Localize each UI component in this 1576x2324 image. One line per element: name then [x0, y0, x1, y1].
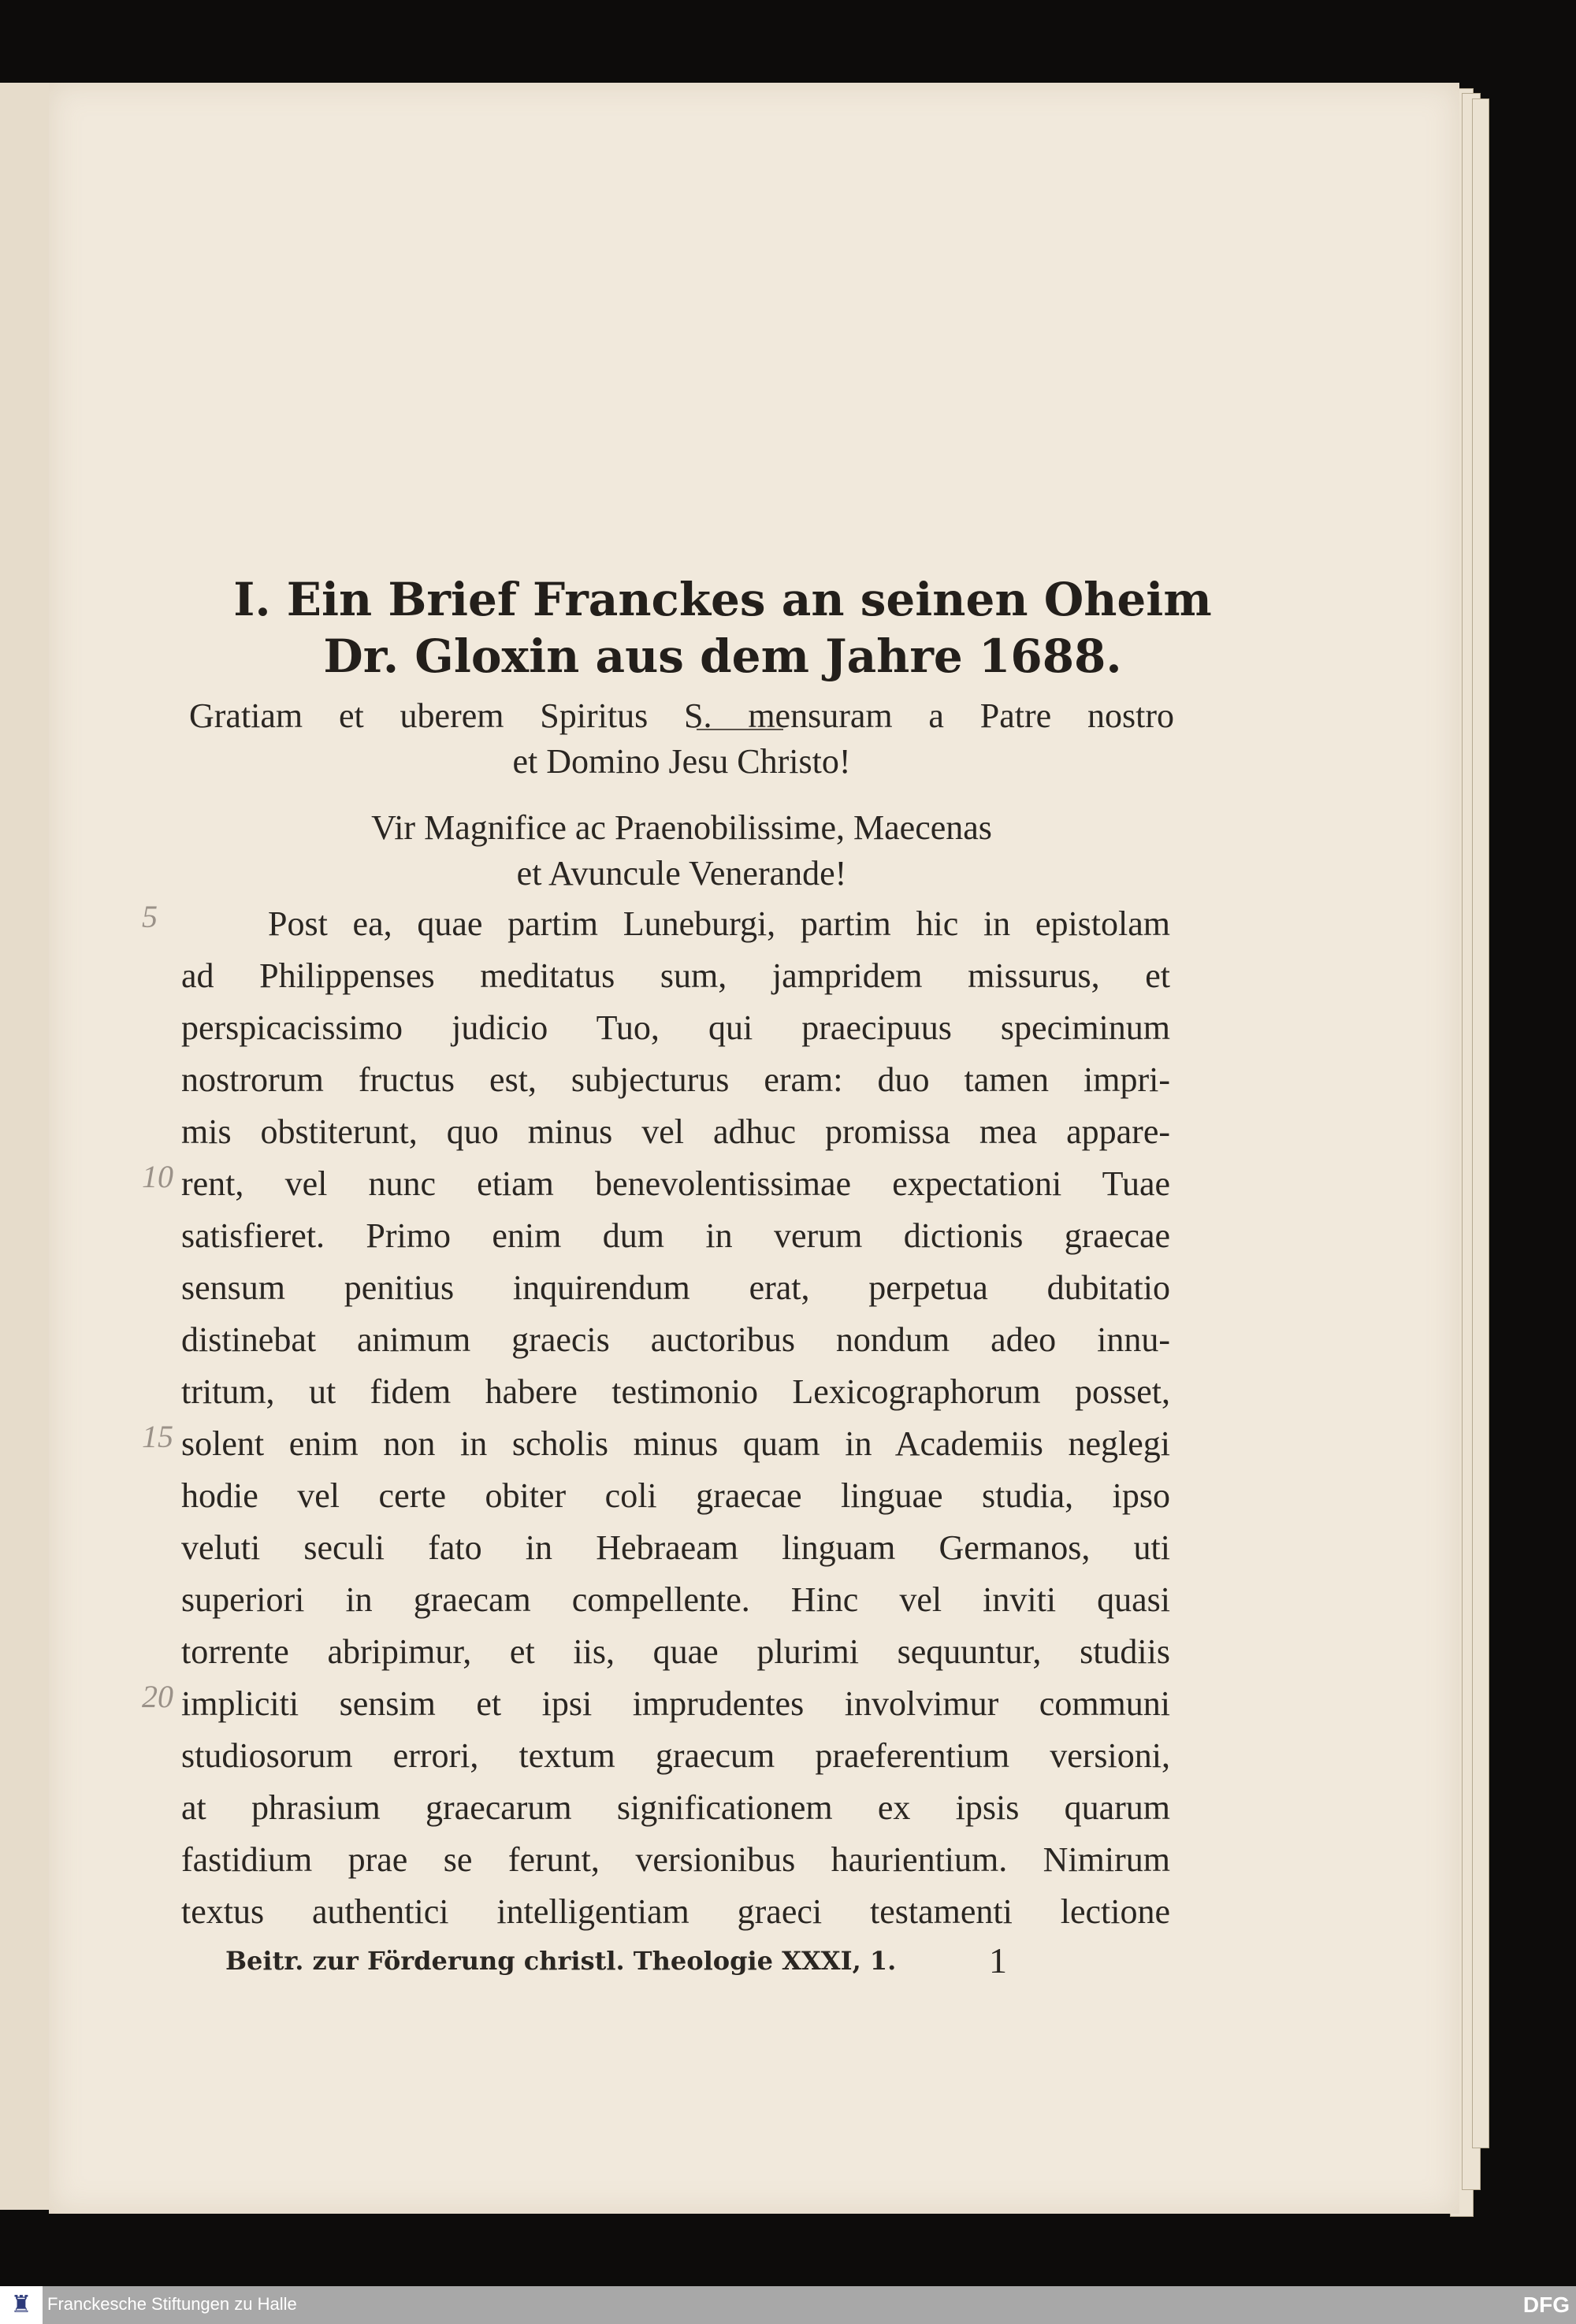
text-line-content: sensum penitius inquirendum erat, perpetua dubitatio — [181, 1268, 1170, 1307]
text-line — [181, 1886, 1170, 1938]
text-line-content: veluti seculi fato in Hebraeam linguam Germanos, uti — [181, 1528, 1170, 1567]
text-line — [181, 950, 1170, 1002]
text-line — [181, 1730, 1170, 1782]
text-line — [181, 1522, 1170, 1574]
letter-body — [181, 898, 1170, 1938]
page-number: 1 — [989, 1940, 1007, 1981]
text-line-content: rent, vel nunc etiam benevolentissimae expectationi Tuae — [181, 1164, 1170, 1203]
text-line-content: torrente abripimur, et iis, quae plurimi sequuntur, studiis — [181, 1632, 1170, 1671]
dfg-logo[interactable]: DFG — [1522, 2292, 1570, 2317]
text-line-content: satisfieret. Primo enim dum in verum dictionis graecae — [181, 1216, 1170, 1255]
text-line — [181, 1418, 1170, 1470]
margin-line-number: 10 — [142, 1159, 173, 1194]
text-line — [181, 1002, 1170, 1054]
text-line-content: perspicacissimo judicio Tuo, qui praecipuus speciminum — [181, 1008, 1170, 1047]
margin-line-number: 20 — [142, 1679, 173, 1714]
salutation-line: Gratiam et uberem Spiritus S. mensuram a Patre nostro — [189, 696, 1174, 735]
text-line-content: studiosorum errori, textum graecum praeferentium versioni, — [181, 1736, 1170, 1775]
text-line-content: textus authentici intelligentiam graeci testamenti lectione — [181, 1892, 1170, 1931]
title-line-2: Dr. Gloxin aus dem Jahre 1688. — [323, 629, 1122, 683]
text-line-content: hodie vel certe obiter coli graecae linguae studia, ipso — [181, 1476, 1170, 1515]
text-line — [181, 1054, 1170, 1106]
title-line-1: I. Ein Brief Franckes an seinen Oheim — [233, 573, 1212, 626]
institution-name[interactable]: Franckesche Stiftungen zu Halle — [47, 2294, 297, 2314]
text-line — [181, 1314, 1170, 1366]
salutation-line: et Avuncule Venerande! — [516, 854, 847, 893]
salutation-line: et Domino Jesu Christo! — [512, 742, 851, 781]
text-line-content: solent enim non in scholis minus quam in Academiis neglegi — [181, 1424, 1170, 1463]
text-line — [181, 898, 1170, 950]
text-line — [181, 1626, 1170, 1678]
text-line-content: fastidium prae se ferunt, versionibus haurientium. Nimirum — [181, 1840, 1170, 1879]
text-line-content: mis obstiterunt, quo minus vel adhuc promissa mea appare- — [181, 1112, 1170, 1151]
salutation-1 — [189, 693, 1174, 785]
text-line — [181, 1678, 1170, 1730]
viewer-bottom-bar — [0, 2286, 1576, 2324]
text-line — [181, 1782, 1170, 1834]
text-line — [181, 1834, 1170, 1886]
margin-line-number: 15 — [142, 1419, 173, 1454]
text-line-content: ad Philippenses meditatus sum, jampridem missurus, et — [181, 956, 1170, 995]
text-line — [181, 1262, 1170, 1314]
text-line — [181, 1366, 1170, 1418]
page-stack-edge — [1472, 98, 1489, 2148]
text-line-content: impliciti sensim et ipsi imprudentes involvimur communi — [181, 1684, 1170, 1723]
institution-logo-icon: ♜ — [0, 2286, 43, 2324]
text-line-content: superiori in graecam compellente. Hinc vel inviti quasi — [181, 1580, 1170, 1619]
chapter-title — [49, 571, 1459, 685]
margin-line-number: 5 — [142, 899, 158, 934]
text-line — [181, 1106, 1170, 1158]
footer-citation: Beitr. zur Förderung christl. Theologie XXXI, 1. — [225, 1946, 897, 1976]
text-line-content: tritum, ut fidem habere testimonio Lexicographorum posset, — [181, 1372, 1170, 1411]
salutation-2 — [189, 805, 1174, 897]
text-line-content: Post ea, quae partim Luneburgi, partim hic in epistolam — [268, 904, 1170, 943]
salutation-line: Vir Magnifice ac Praenobilissime, Maecenas — [371, 808, 992, 847]
text-line — [181, 1158, 1170, 1210]
text-line — [181, 1470, 1170, 1522]
text-line-content: nostrorum fructus est, subjecturus eram: duo tamen impri- — [181, 1060, 1170, 1099]
text-line — [181, 1210, 1170, 1262]
text-line-content: at phrasium graecarum significationem ex ipsis quarum — [181, 1788, 1170, 1827]
text-line-content: distinebat animum graecis auctoribus nondum adeo innu- — [181, 1320, 1170, 1359]
text-line — [181, 1574, 1170, 1626]
